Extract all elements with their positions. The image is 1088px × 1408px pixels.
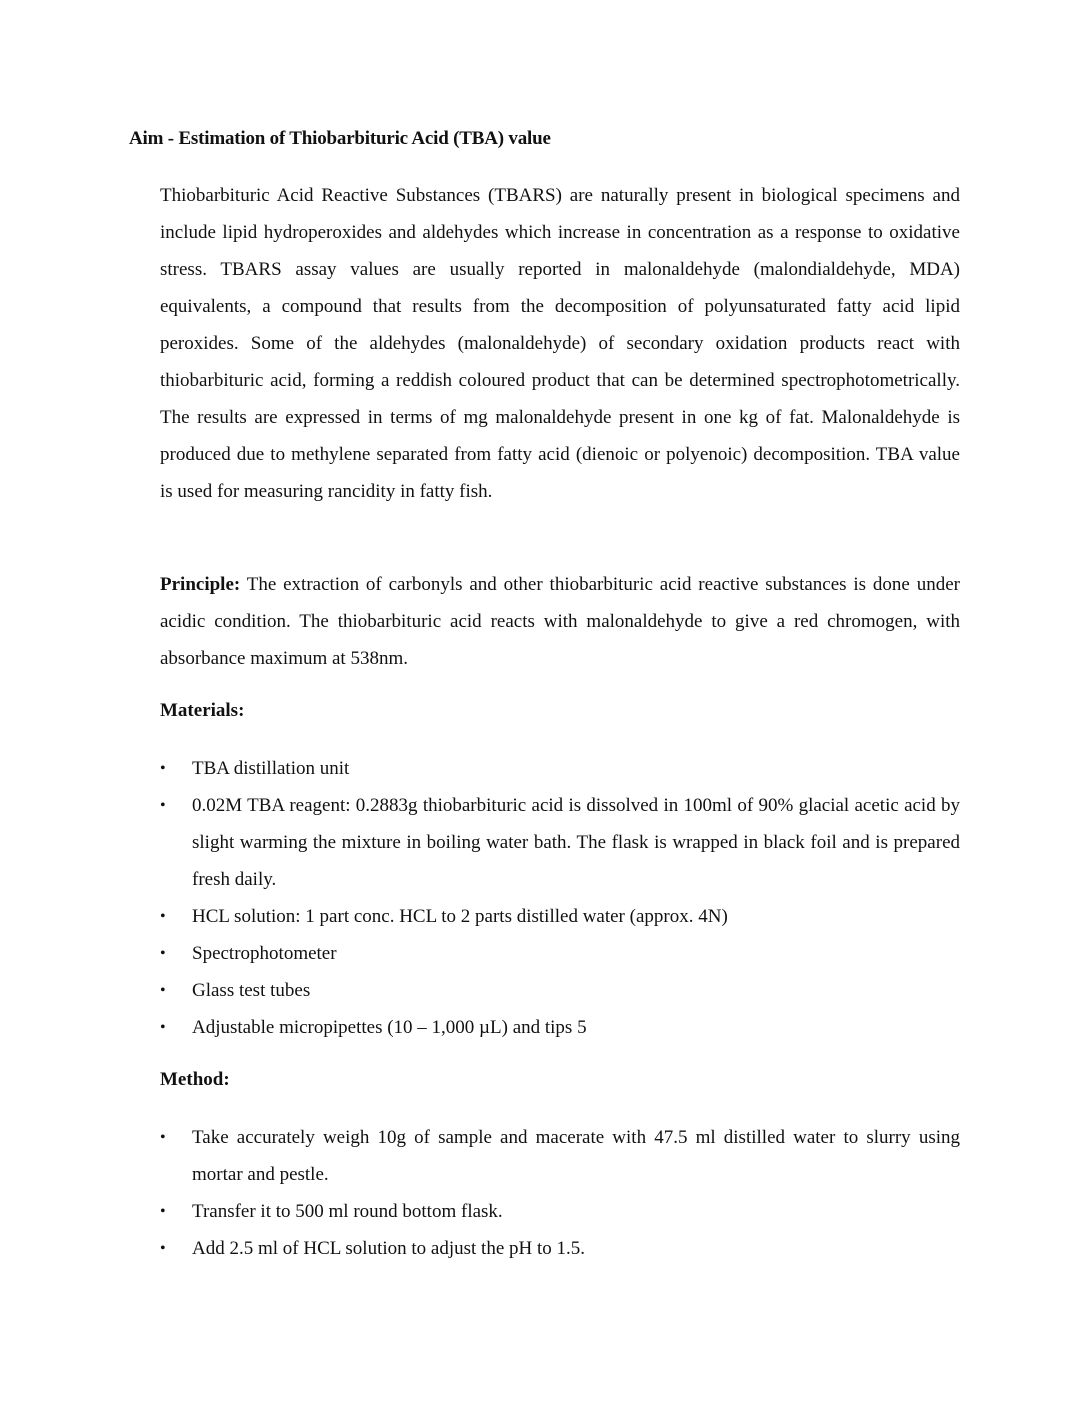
bullet-icon: • (160, 1129, 166, 1146)
materials-list (160, 750, 960, 1046)
list-item: • Adjustable micropipettes (10 – 1,000 µL) and tips 5 (160, 1009, 960, 1046)
principle-paragraph (160, 566, 960, 677)
principle-label: Principle: (160, 574, 241, 595)
list-item: • Take accurately weigh 10g of sample and macerate with 47.5 ml distilled water to slurry using mortar and pestle. (160, 1119, 960, 1193)
bullet-icon: • (160, 982, 166, 999)
bullet-icon: • (160, 1203, 166, 1220)
bullet-icon: • (160, 908, 166, 925)
list-item: • Spectrophotometer (160, 935, 960, 972)
principle-text: The extraction of carbonyls and other thiobarbituric acid reactive substances is done under acidic condition. The thiobarbituric acid reacts with malonaldehyde to give a red chromogen, with absorbance maximum at 538nm. (160, 574, 960, 669)
bullet-icon: • (160, 945, 166, 962)
materials-heading: Materials: (160, 700, 245, 721)
list-item: • Transfer it to 500 ml round bottom flask. (160, 1193, 960, 1230)
bullet-icon: • (160, 760, 166, 777)
intro-paragraph: Thiobarbituric Acid Reactive Substances (TBARS) are naturally present in biological specimens and include lipid hydroperoxides and aldehydes which increase in concentration as a response to oxidative stress. TBARS assay values are usually reported in malonaldehyde (malondialdehyde, MDA) equivalents, a compound that results from the decomposition of polyunsaturated fatty acid lipid peroxides. Some of the aldehydes (malonaldehyde) of secondary oxidation products react with thiobarbituric acid, forming a reddish coloured product that can be determined spectrophotometrically. The results are expressed in terms of mg malonaldehyde present in one kg of fat. Malonaldehyde is produced due to methylene separated from fatty acid (dienoic or polyenoic) decomposition. TBA value is used for measuring rancidity in fatty fish. (160, 185, 960, 502)
method-heading: Method: (160, 1069, 230, 1090)
aim-title: Aim - Estimation of Thiobarbituric Acid (TBA) value (129, 128, 551, 149)
bullet-icon: • (160, 797, 166, 814)
bullet-icon: • (160, 1019, 166, 1036)
list-item: • TBA distillation unit (160, 750, 960, 787)
bullet-icon: • (160, 1240, 166, 1257)
list-item: • Add 2.5 ml of HCL solution to adjust the pH to 1.5. (160, 1230, 960, 1267)
method-list (160, 1119, 960, 1267)
list-item: • Glass test tubes (160, 972, 960, 1009)
list-item: • HCL solution: 1 part conc. HCL to 2 parts distilled water (approx. 4N) (160, 898, 960, 935)
list-item: • 0.02M TBA reagent: 0.2883g thiobarbituric acid is dissolved in 100ml of 90% glacial acetic acid by slight warming the mixture in boiling water bath. The flask is wrapped in black foil and is prepared fresh daily. (160, 787, 960, 898)
